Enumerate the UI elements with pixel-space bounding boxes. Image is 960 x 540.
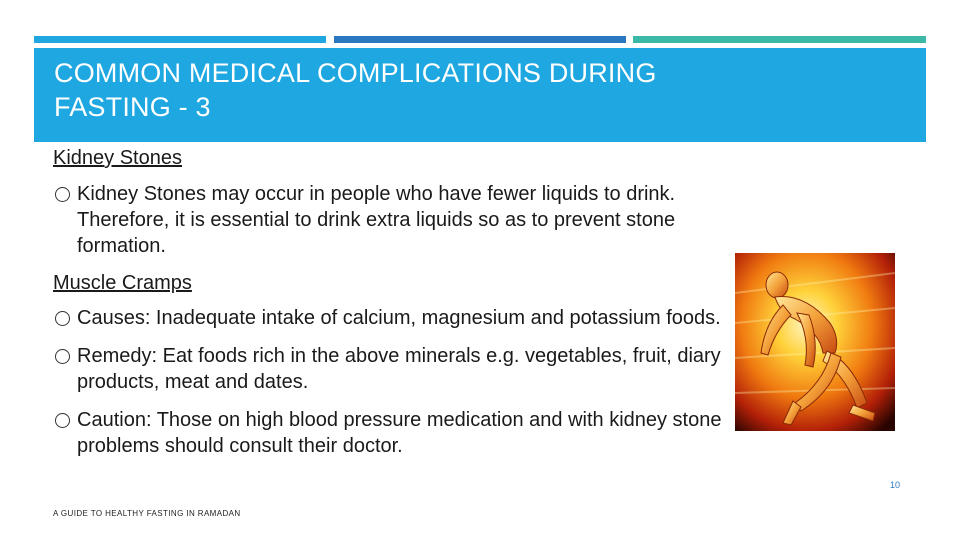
bullet-caution [53,407,743,459]
hollow-circle-bullet-icon [55,413,70,428]
hollow-circle-bullet-icon [55,311,70,326]
bullet-label: Causes [77,307,145,329]
bullet-label: Caution [77,409,146,431]
slide-title-line-1: COMMON MEDICAL COMPLICATIONS DURING [54,58,657,88]
top-accent-bar-blue [34,36,326,43]
hollow-circle-bullet-icon [55,349,70,364]
slide-title [54,56,854,124]
page-number: 10 [889,480,900,490]
bullet-kidney-stones [53,181,743,259]
bullet-remedy [53,343,743,395]
hollow-circle-bullet-icon [55,187,70,202]
slide-content [53,146,743,459]
bullet-text: : Those on high blood pressure medication and with kidney stone problems should consult their doctor. [77,409,722,457]
section-heading-muscle-cramps: Muscle Cramps [53,272,192,294]
top-accent-bar-dark-blue [334,36,626,43]
slide-title-line-2: FASTING - 3 [54,92,211,122]
top-accent-bar-teal [633,36,926,43]
bullet-text: : Eat foods rich in the above minerals e.g. vegetables, fruit, diary products, meat and dates. [77,345,721,393]
bullet-text: : Inadequate intake of calcium, magnesium and potassium foods. [144,307,721,329]
glowing-runner-illustration [735,253,895,431]
bullet-text: Kidney Stones may occur in people who have fewer liquids to drink. Therefore, it is essential to drink extra liquids so as to prevent stone formation. [77,183,676,257]
title-band [34,48,926,142]
footer-guide-title: A GUIDE TO HEALTHY FASTING IN RAMADAN [53,509,241,518]
bullet-label: Remedy [77,345,152,367]
bullet-causes [53,305,743,331]
runner-figure-svg [735,253,895,431]
section-heading-kidney-stones: Kidney Stones [53,147,182,169]
